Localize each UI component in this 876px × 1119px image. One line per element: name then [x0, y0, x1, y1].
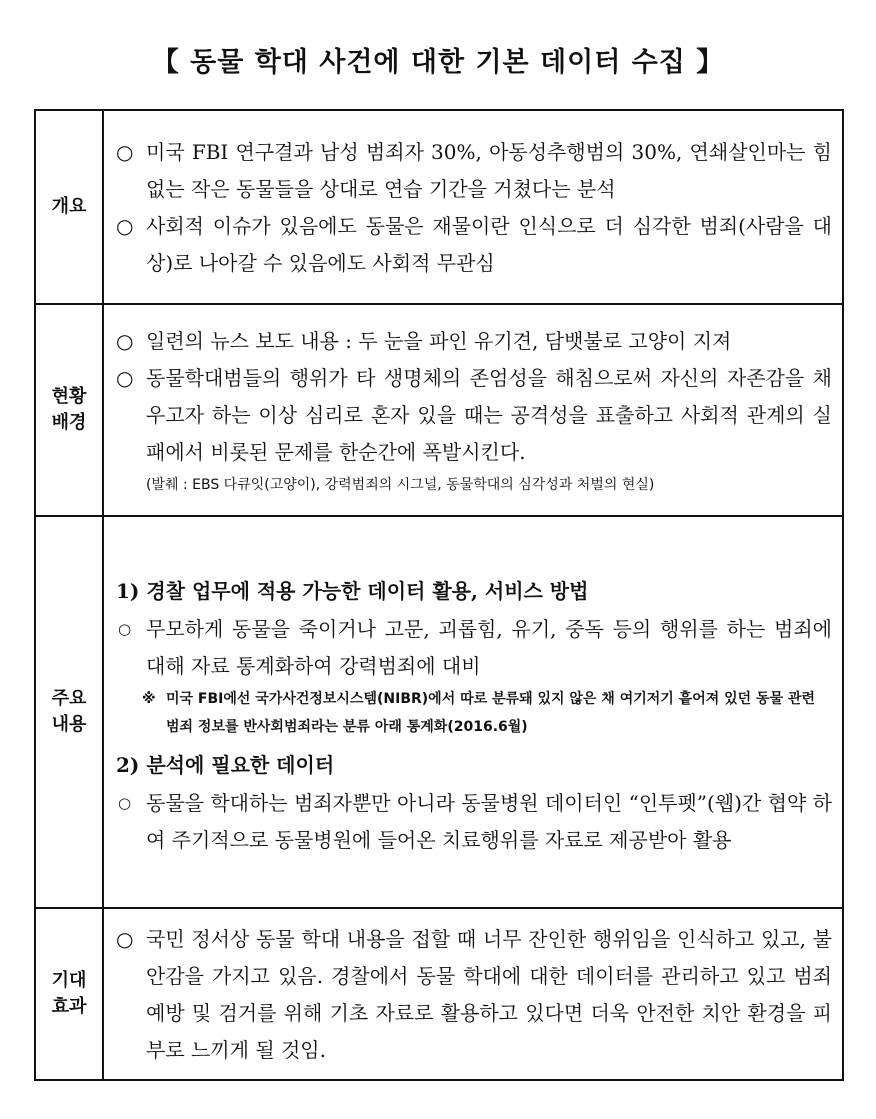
label-overview: 개요: [35, 110, 103, 304]
page-title: 【 동물 학대 사건에 대한 기본 데이터 수집 】: [151, 47, 725, 78]
content-overview: [103, 110, 843, 304]
section-heading: 1) 경찰 업무에 적용 가능한 데이터 활용, 서비스 방법: [116, 579, 589, 603]
bullet-icon: ○: [116, 140, 134, 164]
row-effect: [35, 908, 843, 1080]
item-text: 일련의 뉴스 보도 내용 : 두 눈을 파인 유기견, 담뱃불로 고양이 지져: [146, 329, 732, 353]
list-item: [116, 208, 832, 282]
note-text: 미국 FBI에선 국가사건정보시스템(NIBR)에서 따로 분류돼 있지 않은 채 여기저기 흩어져 있던 동물 관련 범죄 정보를 반사회범죄라는 분류 아래 통계화(2016.6월): [166, 691, 816, 735]
list-item: [116, 921, 832, 1069]
bullet-icon: ○: [116, 366, 134, 390]
label-main: [35, 516, 103, 908]
list-item: [116, 323, 832, 360]
label-background-text: 현황 배경: [51, 386, 87, 433]
content-main: [103, 516, 843, 908]
row-main: [35, 516, 843, 908]
reference-note: [116, 685, 832, 741]
bullet-icon: ○: [116, 927, 134, 951]
bullet-icon: ○: [116, 329, 134, 353]
bullet-icon: ○: [118, 620, 132, 638]
label-main-text: 주요 내용: [51, 688, 87, 735]
label-background: [35, 304, 103, 516]
bullet-icon: ○: [118, 794, 132, 812]
list-item: [116, 611, 832, 685]
list-item: [116, 360, 832, 471]
content-effect: [103, 908, 843, 1080]
label-effect-text: 기대 효과: [51, 970, 87, 1017]
item-text: 동물학대범들의 행위가 타 생명체의 존엄성을 해침으로써 자신의 자존감을 채우고자 하는 이상 심리로 혼자 있을 때는 공격성을 표출하고 사회적 관계의 실패에서 비롯된 문제를 한순간에 폭발시킨다.: [146, 366, 832, 464]
list-item: [116, 785, 832, 859]
row-background: [35, 304, 843, 516]
label-effect: [35, 908, 103, 1080]
item-text: 미국 FBI 연구결과 남성 범죄자 30%, 아동성추행범의 30%, 연쇄살인마는 힘없는 작은 동물들을 상대로 연습 기간을 거쳤다는 분석: [146, 140, 832, 201]
summary-table: [34, 109, 844, 1081]
item-text: 국민 정서상 동물 학대 내용을 접할 때 너무 잔인한 행위임을 인식하고 있고, 불안감을 가지고 있음. 경찰에서 동물 학대에 대한 데이터를 관리하고 있고 범죄예방 및 검거를 위해 기초 자료로 활용하고 있다면 더욱 안전한 치안 환경을 피부로 느끼게 될 것임.: [146, 927, 832, 1062]
item-text: 동물을 학대하는 범죄자뿐만 아니라 동물병원 데이터인 “인투펫”(웹)간 협약 하여 주기적으로 동물병원에 들어온 치료행위를 자료로 제공받아 활용: [146, 791, 832, 852]
bullet-icon: ○: [116, 214, 134, 238]
source-citation: (발췌 : EBS 다큐잇(고양이), 강력범죄의 시그널, 동물학대의 심각성과 처벌의 현실): [146, 477, 655, 493]
content-background: [103, 304, 843, 516]
reference-mark-icon: ※: [142, 691, 156, 707]
section-heading: 2) 분석에 필요한 데이터: [116, 753, 335, 777]
list-item: [116, 134, 832, 208]
item-text: 사회적 이슈가 있음에도 동물은 재물이란 인식으로 더 심각한 범죄(사람을 대상)로 나아갈 수 있음에도 사회적 무관심: [146, 214, 832, 275]
row-overview: [35, 110, 843, 304]
item-text: 무모하게 동물을 죽이거나 고문, 괴롭힘, 유기, 중독 등의 행위를 하는 범죄에 대해 자료 통계화하여 강력범죄에 대비: [146, 617, 832, 678]
